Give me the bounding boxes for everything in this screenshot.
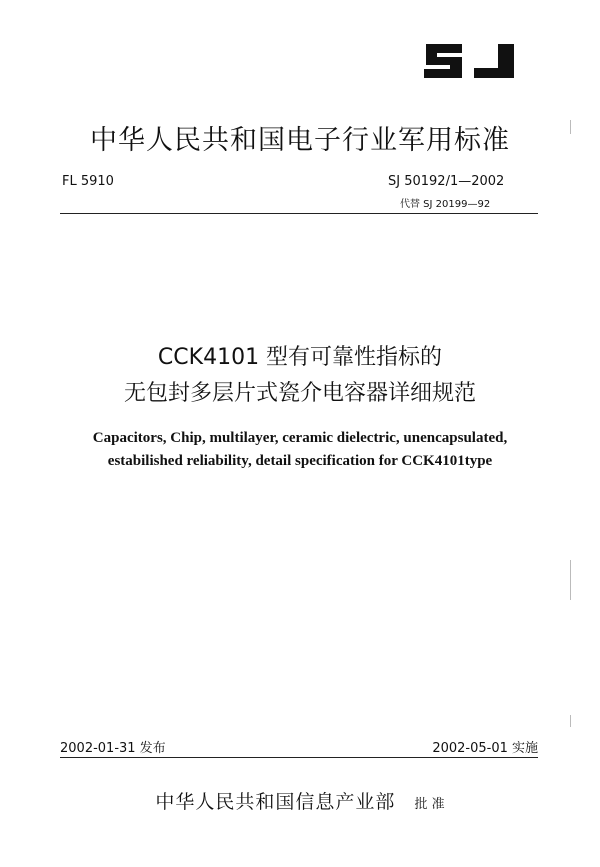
- standard-number: SJ 50192/1—2002: [388, 174, 505, 189]
- sj-logo: [420, 40, 520, 82]
- document-title-cn-line1: CCK4101 型有可靠性指标的: [157, 345, 443, 370]
- scan-edge-mark: [570, 120, 571, 134]
- standard-category-title: 中华人民共和国电子行业军用标准: [90, 125, 510, 156]
- issue-date: 2002-01-31 发布: [60, 741, 166, 756]
- document-title-cn-line2: 无包封多层片式瓷介电容器详细规范: [123, 381, 476, 406]
- header-divider: [60, 213, 538, 214]
- classification-code: FL 5910: [62, 174, 114, 189]
- scan-edge-mark: [570, 560, 571, 600]
- document-title-en-line2: estabilished reliability, detail specification for CCK4101type: [107, 453, 493, 469]
- sj-logo-s-shape: [424, 44, 462, 78]
- scan-edge-mark: [570, 715, 571, 727]
- issuer-block: [0, 787, 600, 814]
- footer-divider: [60, 757, 538, 758]
- issuing-authority: 中华人民共和国信息产业部: [155, 791, 396, 813]
- approval-label: 批 准: [414, 797, 445, 812]
- implementation-date: 2002-05-01 实施: [432, 741, 538, 756]
- replaces-standard: 代替 SJ 20199—92: [400, 199, 491, 210]
- sj-logo-j-shape: [474, 44, 514, 78]
- document-title-en-line1: Capacitors, Chip, multilayer, ceramic dielectric, unencapsulated,: [92, 430, 508, 446]
